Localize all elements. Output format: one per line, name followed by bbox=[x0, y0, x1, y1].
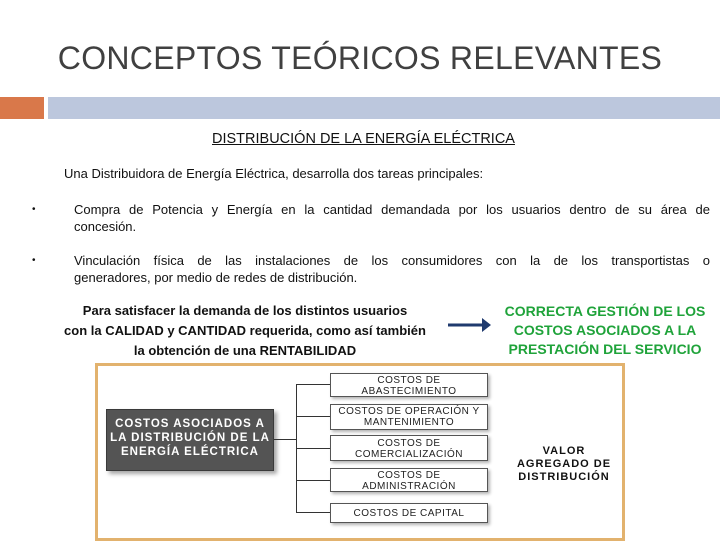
connector-line bbox=[296, 416, 330, 417]
correct-line: PRESTACIÓN DEL SERVICIO bbox=[508, 341, 702, 357]
cost-box-line: COSTOS DE bbox=[377, 438, 441, 449]
bullet-line: generadores, por medio de redes de distribución. bbox=[74, 270, 358, 285]
bullet-item bbox=[34, 252, 710, 286]
value-label-line: VALOR bbox=[542, 445, 586, 457]
cost-box-line: COMERCIALIZACIÓN bbox=[354, 449, 463, 460]
correct-management-text bbox=[492, 302, 718, 359]
cost-box-line: ADMINISTRACIÓN bbox=[362, 481, 456, 492]
cost-box-abastecimiento bbox=[330, 373, 488, 397]
connector-line bbox=[274, 439, 296, 440]
value-label-line: DISTRIBUCIÓN bbox=[518, 471, 610, 483]
value-label-line: AGREGADO DE bbox=[516, 458, 612, 470]
intro-text: Una Distribuidora de Energía Eléctrica, desarrolla dos tareas principales: bbox=[64, 166, 484, 181]
connector-line bbox=[296, 512, 330, 513]
accent-bar-blue bbox=[48, 97, 720, 119]
cost-box-administracion bbox=[330, 468, 488, 492]
accent-bar-orange bbox=[0, 97, 44, 119]
bullet-marker: • bbox=[32, 204, 36, 215]
satisfy-line: Para satisfacer la demanda de los distintos usuarios bbox=[82, 303, 408, 318]
satisfy-line: la obtención de una RENTABILIDAD bbox=[133, 343, 357, 358]
slide-title: CONCEPTOS TEÓRICOS RELEVANTES bbox=[57, 40, 663, 76]
main-cost-line: COSTOS ASOCIADOS A bbox=[115, 418, 265, 430]
correct-line: COSTOS ASOCIADOS A LA bbox=[513, 322, 697, 338]
section-subtitle: DISTRIBUCIÓN DE LA ENERGÍA ELÉCTRICA bbox=[212, 131, 515, 147]
value-added-label bbox=[508, 445, 620, 484]
cost-box-line: COSTOS DE bbox=[377, 375, 441, 386]
cost-box-line: COSTOS DE CAPITAL bbox=[353, 508, 465, 519]
right-arrow-icon bbox=[446, 315, 492, 335]
cost-box-operacion bbox=[330, 404, 488, 430]
connector-line bbox=[296, 448, 330, 449]
connector-line bbox=[296, 384, 330, 385]
cost-box-capital bbox=[330, 503, 488, 523]
bullet-item bbox=[34, 201, 710, 235]
main-cost-line: LA DISTRIBUCIÓN DE LA bbox=[110, 432, 270, 444]
bullet-line: Compra de Potencia y Energía en la cantidad demandada por los usuarios dentro de su área de bbox=[74, 202, 710, 217]
cost-box-line: COSTOS DE bbox=[377, 470, 441, 481]
main-cost-line: ENERGÍA ELÉCTRICA bbox=[121, 446, 259, 458]
connector-line bbox=[296, 480, 330, 481]
cost-box-comercializacion bbox=[330, 435, 488, 461]
main-cost-box bbox=[106, 409, 274, 471]
satisfy-line: con la CALIDAD y CANTIDAD requerida, como así también bbox=[64, 323, 426, 338]
bullet-line: Vinculación física de las instalaciones de los consumidores con la de los transportistas o bbox=[74, 253, 710, 268]
correct-line: CORRECTA GESTIÓN DE LOS bbox=[504, 303, 706, 319]
cost-box-line: COSTOS DE OPERACIÓN Y bbox=[338, 406, 480, 417]
cost-box-line: ABASTECIMIENTO bbox=[361, 386, 457, 397]
cost-box-line: MANTENIMIENTO bbox=[363, 417, 455, 428]
bullet-line: concesión. bbox=[74, 219, 137, 234]
satisfy-demand-text bbox=[46, 301, 444, 361]
bullet-marker: • bbox=[32, 255, 36, 266]
